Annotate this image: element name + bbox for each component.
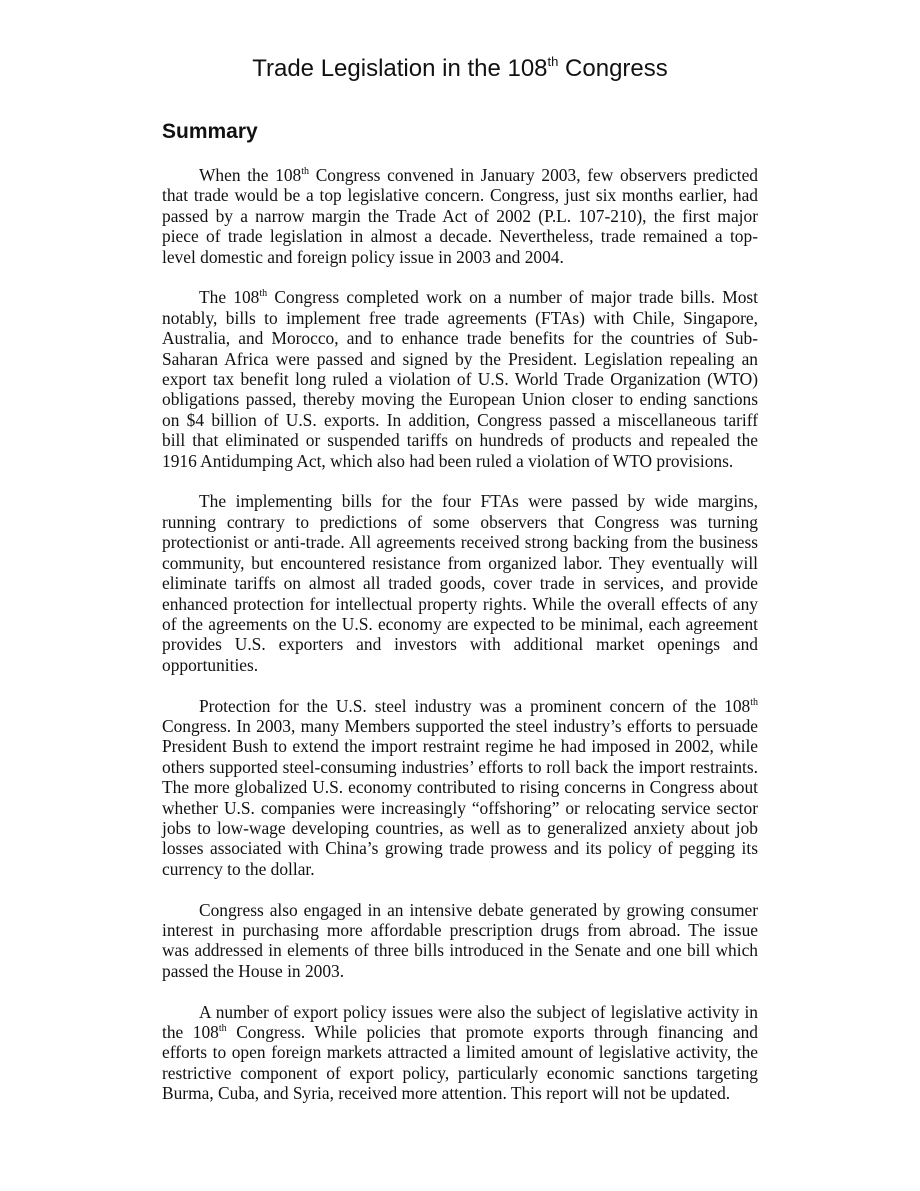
paragraph-line: passed the House in 2003. (162, 960, 345, 981)
paragraph-line: Burma, Cuba, and Syria, received more attention. This report will not be updated. (162, 1083, 731, 1104)
paragraph-line: that trade would be a top legislative concern. Congress, just six months earlier, had (162, 185, 758, 206)
paragraph-line: interest in purchasing more affordable prescription drugs from abroad. The issue (162, 919, 758, 940)
paragraph-line: Saharan Africa were passed and signed by the President. Legislation repealing an (162, 348, 758, 369)
paragraph (162, 1002, 758, 1104)
paragraph-line: restrictive component of export policy, particularly economic sanctions targeting (162, 1062, 758, 1083)
paragraph-line: the 108th Congress. While policies that promote exports through financing and (162, 1021, 758, 1042)
paragraph-line: Congress also engaged in an intensive debate generated by growing consumer (199, 899, 758, 920)
paragraph-line: currency to the dollar. (162, 858, 315, 879)
paragraph-line: of the agreements on the U.S. economy are expected to be minimal, each agreement (162, 613, 758, 634)
paragraph-line: efforts to open foreign markets attracted a limited amount of legislative activity, the (162, 1042, 758, 1063)
paragraph-line: export tax benefit long ruled a violation of U.S. World Trade Organization (WTO) (162, 369, 758, 390)
paragraph-line: enhanced protection for intellectual property rights. While the overall effects of any (162, 593, 758, 614)
paragraph (162, 287, 758, 471)
document-title (0, 54, 920, 84)
paragraph-line: whether U.S. companies were increasingly “offshoring” or relocating service sector (162, 797, 758, 818)
paragraph-line: Australia, and Morocco, and to enhance trade benefits for the countries of Sub- (162, 328, 758, 349)
paragraph-line: provides U.S. exporters and investors with additional market openings and (162, 634, 758, 655)
paragraph-line: A number of export policy issues were also the subject of legislative activity in (199, 1001, 758, 1022)
paragraph-line: 1916 Antidumping Act, which also had been ruled a violation of WTO provisions. (162, 450, 734, 471)
paragraph-line: Protection for the U.S. steel industry was a prominent concern of the 108th (199, 695, 758, 716)
title-text: Trade Legislation in the 108 (252, 55, 548, 82)
paragraph-line: notably, bills to implement free trade agreements (FTAs) with Chile, Singapore, (162, 307, 758, 328)
title-superscript: th (547, 54, 559, 69)
paragraph-line: jobs to low-wage developing countries, as well as to generalized anxiety about job (162, 817, 758, 838)
paragraph-line: Congress. In 2003, many Members supported the steel industry’s efforts to persuade (162, 715, 758, 736)
summary-body (162, 165, 758, 1124)
paragraph-line: community, but encountered resistance from organized labor. They eventually will (162, 552, 758, 573)
paragraph (162, 900, 758, 982)
paragraph-line: opportunities. (162, 654, 259, 675)
paragraph-line: running contrary to predictions of some observers that Congress was turning (162, 511, 758, 532)
paragraph-line: level domestic and foreign policy issue in 2003 and 2004. (162, 246, 564, 267)
paragraph-line: When the 108th Congress convened in January 2003, few observers predicted (199, 165, 758, 185)
paragraph-line: piece of trade legislation in almost a decade. Nevertheless, trade remained a top- (162, 226, 758, 247)
paragraph (162, 165, 758, 267)
paragraph-line: protectionist or anti-trade. All agreements received strong backing from the business (162, 532, 758, 553)
paragraph-line: The more globalized U.S. economy contributed to rising concerns in Congress about (162, 777, 758, 798)
paragraph-line: The 108th Congress completed work on a number of major trade bills. Most (199, 287, 758, 308)
paragraph-line: losses associated with China’s growing trade prowess and its policy of pegging its (162, 838, 758, 859)
paragraph-line: eliminate tariffs on almost all traded goods, cover trade in services, and provide (162, 573, 758, 594)
paragraph-line: The implementing bills for the four FTAs were passed by wide margins, (199, 491, 758, 512)
paragraph-line: obligations passed, thereby moving the European Union closer to ending sanctions (162, 389, 758, 410)
paragraph-line: was addressed in elements of three bills introduced in the Senate and one bill which (162, 940, 758, 961)
paragraph-line: passed by a narrow margin the Trade Act of 2002 (P.L. 107-210), the first major (162, 205, 758, 226)
paragraph-line: bill that eliminated or suspended tariffs on hundreds of products and repealed the (162, 430, 758, 451)
paragraph (162, 491, 758, 675)
paragraph-line: on $4 billion of U.S. exports. In addition, Congress passed a miscellaneous tariff (162, 409, 758, 430)
section-heading: Summary (162, 120, 258, 143)
paragraph-line: others supported steel-consuming industries’ efforts to roll back the import restraints. (162, 756, 758, 777)
paragraph (162, 696, 758, 880)
title-text-end: Congress (558, 55, 668, 82)
paragraph-line: President Bush to extend the import restraint regime he had imposed in 2002, while (162, 736, 758, 757)
